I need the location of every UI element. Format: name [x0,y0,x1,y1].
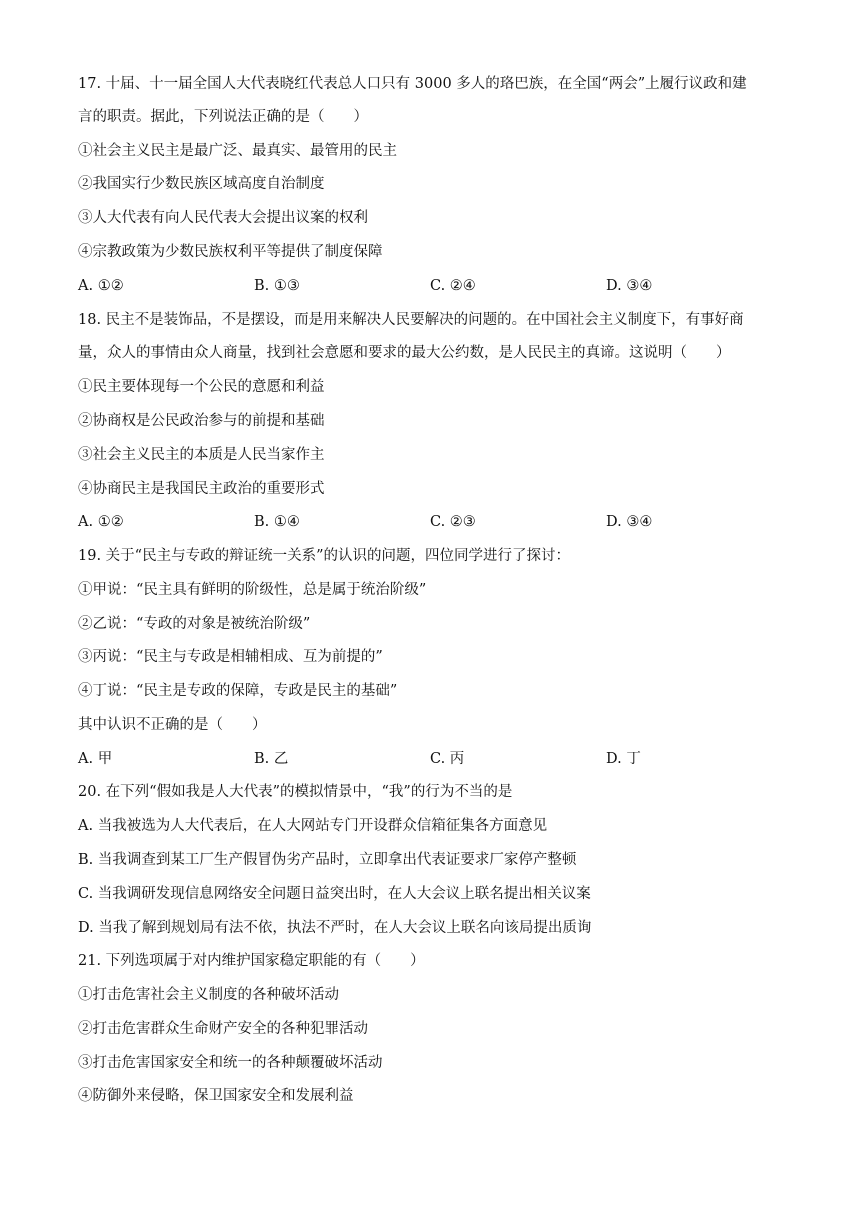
statement: ②乙说：“专政的对象是被统治阶级” [78,616,311,632]
statement: ③打击危害国家安全和统一的各种颠覆破坏活动 [78,1055,383,1071]
statement: ②我国实行少数民族区域高度自治制度 [78,176,325,192]
question-stem: 21. 下列选项属于对内维护国家稳定职能的有（ ） [78,953,425,969]
statement: ④防御外来侵略，保卫国家安全和发展利益 [78,1088,354,1104]
option-a: A. ①② [78,278,124,294]
option-a: A. 当我被选为人大代表后，在人大网站专门开设群众信箱征集各方面意见 [78,818,548,834]
question-stem: 17. 十届、十一届全国人大代表晓红代表总人口只有 3000 多人的珞巴族，在全国“两会”上履行议政和建 [78,76,747,92]
statement: ③社会主义民主的本质是人民当家作主 [78,447,325,463]
option-b: B. ①④ [254,514,300,530]
statement: ④宗教政策为少数民族权利平等提供了制度保障 [78,244,383,260]
question-prompt: 其中认识不正确的是（ ） [78,717,267,733]
option-b: B. 当我调查到某工厂生产假冒伪劣产品时，立即拿出代表证要求厂家停产整顿 [78,852,577,868]
statement: ③丙说：“民主与专政是相辅相成、互为前提的” [78,649,383,665]
question-stem: 19. 关于“民主与专政的辩证统一关系”的认识的问题，四位同学进行了探讨： [78,548,570,564]
question-stem: 20. 在下列“假如我是人大代表”的模拟情景中，“我”的行为不当的是 [78,784,513,800]
option-d: D. 丁 [606,751,641,767]
option-c: C. ②④ [430,278,476,294]
option-c: C. 当我调研发现信息网络安全问题日益突出时，在人大会议上联名提出相关议案 [78,886,591,902]
option-a: A. ①② [78,514,124,530]
option-d: D. ③④ [606,278,653,294]
option-b: B. ①③ [254,278,300,294]
option-c: C. 丙 [430,751,465,767]
statement: ④丁说：“民主是专政的保障，专政是民主的基础” [78,683,398,699]
option-a: A. 甲 [78,751,113,767]
option-c: C. ②③ [430,514,476,530]
option-d: D. 当我了解到规划局有法不依，执法不严时，在人大会议上联名向该局提出质询 [78,920,592,936]
statement: ①社会主义民主是最广泛、最真实、最管用的民主 [78,143,397,159]
statement: ①民主要体现每一个公民的意愿和利益 [78,379,325,395]
statement: ④协商民主是我国民主政治的重要形式 [78,481,325,497]
statement: ①甲说：“民主具有鲜明的阶级性，总是属于统治阶级” [78,582,427,598]
option-b: B. 乙 [254,751,289,767]
statement: ③人大代表有向人民代表大会提出议案的权利 [78,210,368,226]
statement: ①打击危害社会主义制度的各种破坏活动 [78,987,339,1003]
question-stem: 量，众人的事情由众人商量，找到社会意愿和要求的最大公约数，是人民民主的真谛。这说明（ ） [78,345,731,361]
statement: ②协商权是公民政治参与的前提和基础 [78,413,325,429]
option-d: D. ③④ [606,514,653,530]
question-stem: 18. 民主不是装饰品，不是摆设，而是用来解决人民要解决的问题的。在中国社会主义制度下，有事好商 [78,312,744,328]
statement: ②打击危害群众生命财产安全的各种犯罪活动 [78,1021,368,1037]
question-stem: 言的职责。据此，下列说法正确的是（ ） [78,109,368,125]
